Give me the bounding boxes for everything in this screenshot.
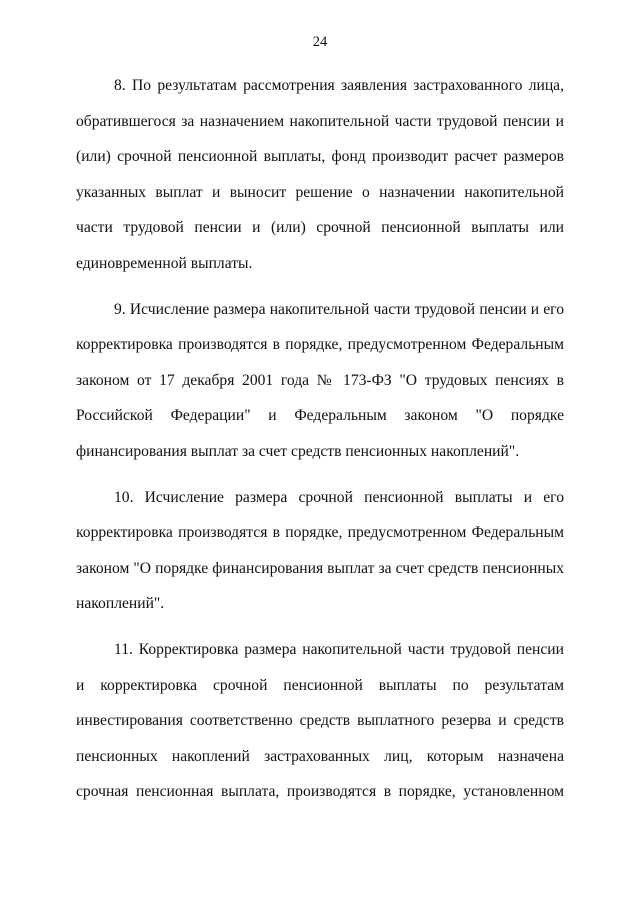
paragraph-11: 11. Корректировка размера накопительной части трудовой пенсии и корректировка срочной пенсионной выплаты по результатам инвестирования соответственно средств выплатного резерва и средств пенсионных накоплений застрахованных лиц, которым назначена срочная пенсионная выплата, производятся в порядке, установленном — [76, 640, 564, 801]
document-body — [76, 68, 564, 820]
paragraph-8: 8. По результатам рассмотрения заявления застрахованного лица, обратившегося за назначением накопительной части трудовой пенсии и (или) срочной пенсионной выплаты, фонд производит расчет размеров указанных выплат и выносит решение о назначении накопительной части трудовой пенсии и (или) срочной пенсионной выплаты или единовременной выплаты. — [76, 77, 564, 272]
page-number: 24 — [312, 34, 328, 50]
paragraph-10: 10. Исчисление размера срочной пенсионной выплаты и его корректировка производятся в порядке, предусмотренном Федеральным законом "О порядке финансирования выплат за счет средств пенсионных накоплений". — [76, 488, 564, 613]
paragraph-9: 9. Исчисление размера накопительной части трудовой пенсии и его корректировка производятся в порядке, предусмотренном Федеральным законом от 17 декабря 2001 года № 173-ФЗ "О трудовых пенсиях в Российской Федерации" и Федеральным законом "О порядке финансирования выплат за счет средств пенсионных накоплений". — [76, 300, 564, 460]
